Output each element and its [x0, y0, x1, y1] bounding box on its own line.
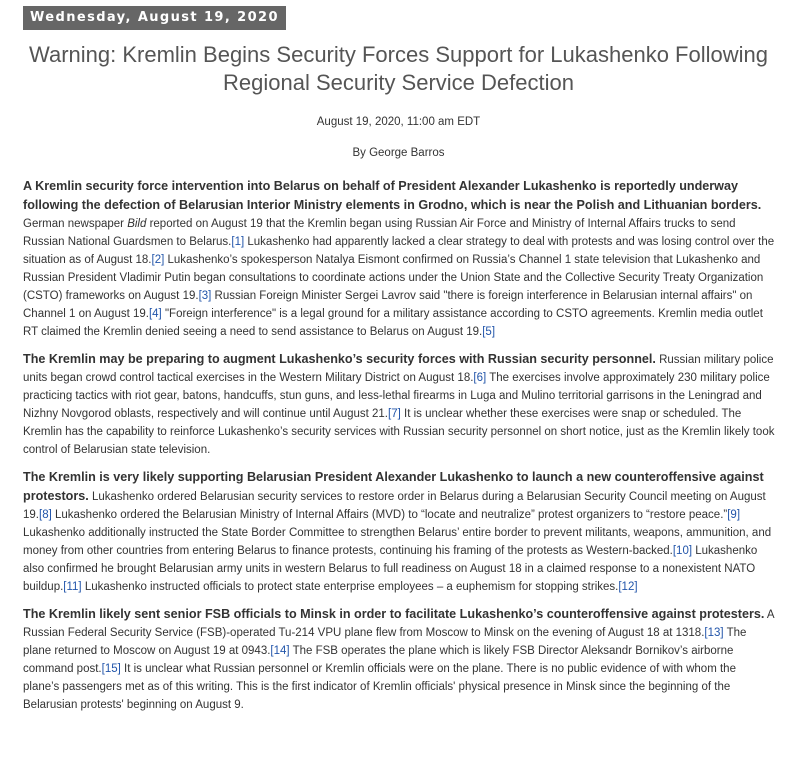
paragraph-text: Lukashenko ordered the Belarusian Ministry of Internal Affairs (MVD) to “locate and neutralize” protest organizers to “restore peace.”: [51, 509, 728, 521]
footnote-link[interactable]: [10]: [672, 545, 693, 557]
footnote-link[interactable]: [8]: [39, 509, 52, 521]
footnote-link[interactable]: [11]: [63, 581, 82, 593]
footnote-link[interactable]: [2]: [151, 254, 165, 266]
paragraph-text: The FSB operates the plane which is likely FSB Director Aleksandr Bornikov’s airborne command post.: [23, 645, 734, 675]
paragraph-text: The exercises involve approximately 230 military police practicing tactics with riot gear, batons, handcuffs, stun guns, and less-lethal firearms in Luga and Mulino territorial garrisons in the Leningrad and Nizhny Novgorod oblasts, respectively and will continue until August 21.: [23, 372, 770, 420]
paragraph-lead: The Kremlin likely sent senior FSB officials to Minsk in order to facilitate Lukashenko’s counteroffensive against protesters.: [23, 607, 765, 621]
publication-date: August 19, 2020, 11:00 am EDT: [316, 116, 481, 128]
article-paragraph: [23, 350, 775, 459]
article-paragraph: [23, 605, 775, 714]
paragraph-text: Lukashenko also confirmed he brought Belarusian army units in western Belarus to full readiness on August 18 in a claimed response to a nonexistent NATO buildup.: [23, 545, 758, 593]
footnote-link[interactable]: [6]: [473, 372, 487, 384]
paragraph-text: Russian Foreign Minister Sergei Lavrov said "there is foreign interference in Belarusian internal affairs" on Channel 1 on August 19.: [23, 290, 753, 320]
paragraph-text: "Foreign interference" is a legal ground for a military assistance according to CSTO agreements. Kremlin media outlet RT claimed the Kremlin denied seeing a need to send assistance to Belarus on August 19.: [23, 308, 763, 338]
paragraph-text: It is unclear whether these exercises were snap or scheduled. The Kremlin has the capability to reinforce Lukashenko’s security services with Russian security personnel on short notice, just as the Kremlin likely took control of Belarusian state television.: [23, 408, 775, 456]
footnote-link[interactable]: [3]: [198, 290, 212, 302]
paragraph-text: Lukashenko ordered Belarusian security services to restore order in Belarus during a Belarusian Security Council meeting on August 19.: [23, 491, 766, 521]
date-header: Wednesday, August 19, 2020: [23, 6, 286, 30]
paragraph-text: Lukashenko had apparently lacked a clear strategy to deal with protests and was losing control over the situation as of August 18.: [23, 236, 775, 266]
article-body: [23, 177, 775, 723]
footnote-link[interactable]: [13]: [704, 627, 724, 639]
paragraph-text: Lukashenko instructed officials to protect state enterprise employees – a euphemism for stopping strikes.: [81, 581, 619, 593]
footnote-link[interactable]: [9]: [727, 509, 741, 521]
footnote-link[interactable]: [14]: [270, 645, 290, 657]
paragraph-lead: The Kremlin may be preparing to augment Lukashenko’s security forces with Russian security personnel.: [23, 352, 656, 366]
article-paragraph: [23, 468, 775, 596]
post-title: Warning: Kremlin Begins Security Forces Support for Lukashenko Following Regional Security Service Defection: [29, 42, 768, 95]
paragraph-text: German newspaper: [23, 218, 128, 230]
paragraph-text: It is unclear what Russian personnel or Kremlin officials were on the plane. There is no public evidence of with whom the plane’s passengers met as of this writing. This is the first indicator of Kremlin officials' physical presence in Minsk since the beginning of the Belarusian protests' beginning on August 9.: [23, 663, 736, 711]
footnote-link[interactable]: [5]: [482, 326, 496, 338]
footnote-link[interactable]: [12]: [618, 581, 638, 593]
paragraph-text: The plane returned to Moscow on August 19 at 0943.: [23, 627, 747, 657]
paragraph-lead: A Kremlin security force intervention into Belarus on behalf of President Alexander Lukashenko is reportedly underway following the defection of Belarusian Interior Ministry elements in Grodno, which is near the Polish and Lithuanian borders.: [23, 179, 762, 212]
italic-text: Bild: [127, 218, 147, 230]
article-paragraph: [23, 177, 775, 341]
footnote-link[interactable]: [1]: [231, 236, 245, 248]
paragraph-text: Lukashenko additionally instructed the State Border Committee to strengthen Belarus’ entire border to prevent militants, weapons, ammunition, and money from other countries from entering Belarus to finance protests, continuing his framing of the protests as Western-backed.: [23, 527, 772, 557]
paragraph-text: Lukashenko’s spokesperson Natalya Eismont confirmed on Russia’s Channel 1 state television that Lukashenko and Russian President Vladimir Putin began consultations to coordinate actions under the Union State and the Collective Security Treaty Organization (CSTO) frameworks on August 19.: [23, 254, 764, 302]
paragraph-text: A Russian Federal Security Service (FSB)-operated Tu-214 VPU plane flew from Moscow to Minsk on the evening of August 18 at 1318.: [23, 609, 774, 639]
footnote-link[interactable]: [7]: [388, 408, 401, 420]
paragraph-text: reported on August 19 that the Kremlin began using Russian Air Force and Ministry of Internal Affairs trucks to send Russian National Guardsmen to Belarus.: [23, 218, 736, 248]
paragraph-text: Russian military police units began crowd control tactical exercises in the Western Military District on August 18.: [23, 354, 774, 384]
footnote-link[interactable]: [15]: [101, 663, 121, 675]
footnote-link[interactable]: [4]: [148, 308, 162, 320]
paragraph-lead: The Kremlin is very likely supporting Belarusian President Alexander Lukashenko to launch a new counteroffensive against protestors.: [23, 470, 764, 503]
author-byline: By George Barros: [352, 147, 445, 159]
